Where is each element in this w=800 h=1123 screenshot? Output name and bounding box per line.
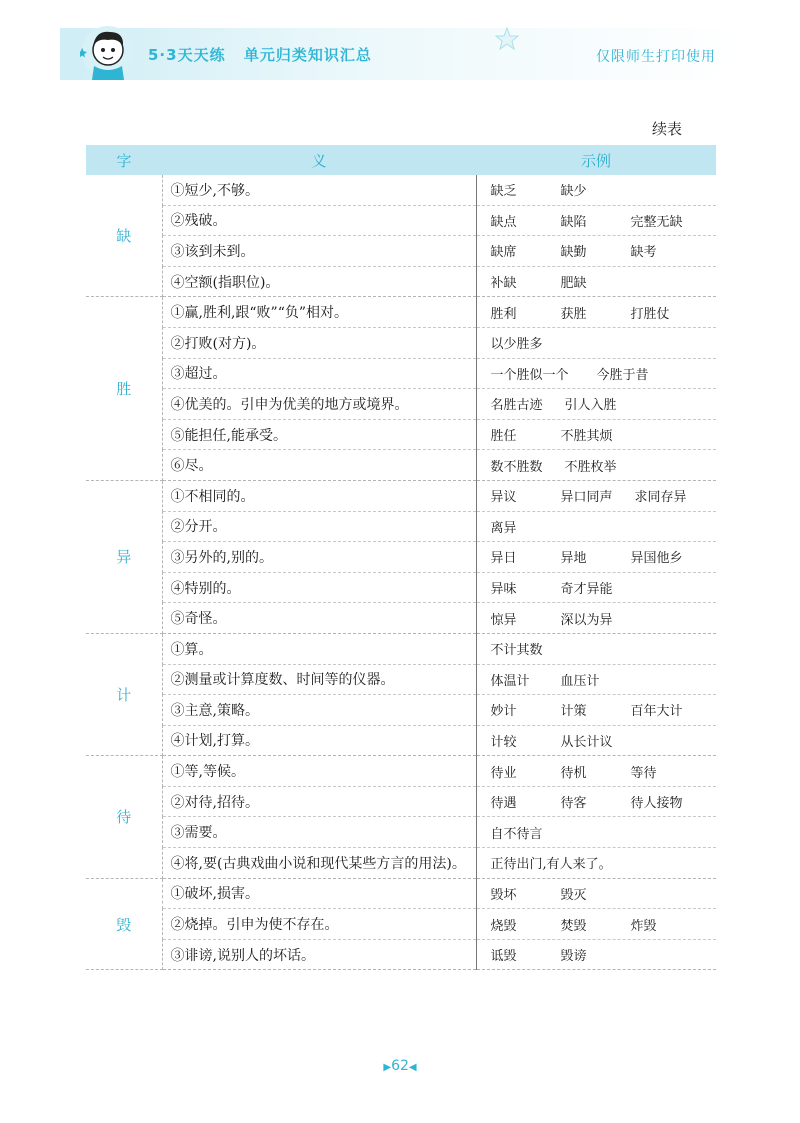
- word-meaning-table: [86, 145, 716, 970]
- example-word: 百年大计: [630, 704, 683, 720]
- table-row: [86, 205, 716, 236]
- example-word: 求同存异: [634, 490, 687, 506]
- table-row: [86, 633, 716, 664]
- table-row: [86, 664, 716, 695]
- table-header-row: [86, 145, 716, 175]
- example-word: 计策: [560, 704, 587, 720]
- example-word: 肥缺: [560, 276, 587, 292]
- example-word: 名胜古迹: [490, 398, 543, 414]
- example-word: 从长计议: [560, 734, 613, 750]
- examples-cell: [476, 358, 716, 389]
- table-row: [86, 909, 716, 940]
- meaning-cell: ②烧掉。引申为使不存在。: [162, 909, 476, 940]
- table-row: [86, 450, 716, 481]
- example-word: 打胜仗: [630, 306, 670, 322]
- table-row: [86, 939, 716, 970]
- example-word: 焚毁: [560, 918, 587, 934]
- example-word: 数不胜数: [490, 459, 543, 475]
- example-word: 奇才异能: [560, 582, 613, 598]
- table-body: [86, 175, 716, 970]
- example-word: 离异: [490, 520, 517, 536]
- meaning-cell: ③超过。: [162, 358, 476, 389]
- table-row: [86, 327, 716, 358]
- example-word: 缺席: [490, 245, 517, 261]
- meaning-cell: ④特别的。: [162, 572, 476, 603]
- meaning-cell: ⑤能担任,能承受。: [162, 419, 476, 450]
- char-cell: 缺: [86, 175, 162, 297]
- example-word: 计较: [490, 734, 517, 750]
- column-header-examples: 示例: [476, 145, 716, 175]
- example-word: 引人入胜: [564, 398, 617, 414]
- example-word: 待遇: [490, 796, 517, 812]
- example-word: 异日: [490, 551, 517, 567]
- example-word: 胜利: [490, 306, 517, 322]
- examples-cell: [476, 297, 716, 328]
- examples-cell: [476, 725, 716, 756]
- meaning-cell: ⑥尽。: [162, 450, 476, 481]
- example-word: 缺乏: [490, 184, 517, 200]
- meaning-cell: ③需要。: [162, 817, 476, 848]
- page-number: [0, 1058, 800, 1074]
- column-header-meaning: 义: [162, 145, 476, 175]
- example-word: 异味: [490, 582, 517, 598]
- series-name: 5·3天天练: [148, 46, 226, 64]
- page-arrow-right-icon: ◀: [408, 1062, 417, 1073]
- table-row: [86, 236, 716, 267]
- usage-note: 仅限师生打印使用: [596, 49, 716, 65]
- column-header-char: 字: [86, 145, 162, 175]
- continued-label: 续表: [651, 120, 682, 138]
- examples-cell: [476, 603, 716, 634]
- example-word: 不胜枚举: [564, 459, 617, 475]
- example-word: 正待出门,有人来了。: [490, 857, 612, 873]
- example-word: 自不待言: [490, 826, 543, 842]
- example-word: 异口同声: [560, 490, 613, 506]
- char-cell: 待: [86, 756, 162, 878]
- table-row: [86, 266, 716, 297]
- example-word: 诋毁: [490, 949, 517, 965]
- example-word: 今胜于昔: [596, 367, 649, 383]
- examples-cell: [476, 695, 716, 726]
- table-row: [86, 572, 716, 603]
- table-row: [86, 297, 716, 328]
- examples-cell: [476, 236, 716, 267]
- examples-cell: [476, 572, 716, 603]
- page-arrow-left-icon: ▶: [383, 1062, 392, 1073]
- table-row: [86, 695, 716, 726]
- meaning-cell: ③另外的,别的。: [162, 542, 476, 573]
- example-word: 待人接物: [630, 796, 683, 812]
- table-row: [86, 419, 716, 450]
- page-header: [0, 0, 800, 100]
- examples-cell: [476, 756, 716, 787]
- example-word: 异地: [560, 551, 587, 567]
- example-word: 炸毁: [630, 918, 657, 934]
- meaning-cell: ③诽谤,说别人的坏话。: [162, 939, 476, 970]
- examples-cell: [476, 848, 716, 879]
- example-word: 血压计: [560, 673, 600, 689]
- char-cell: 异: [86, 480, 162, 633]
- examples-cell: [476, 175, 716, 205]
- examples-cell: [476, 480, 716, 511]
- example-word: 补缺: [490, 276, 517, 292]
- table-row: [86, 725, 716, 756]
- meaning-cell: ⑤奇怪。: [162, 603, 476, 634]
- examples-cell: [476, 817, 716, 848]
- table-row: [86, 511, 716, 542]
- example-word: 以少胜多: [490, 337, 543, 353]
- examples-cell: [476, 450, 716, 481]
- meaning-cell: ①不相同的。: [162, 480, 476, 511]
- meaning-cell: ②分开。: [162, 511, 476, 542]
- series-title: [148, 44, 372, 65]
- meaning-cell: ①算。: [162, 633, 476, 664]
- meaning-cell: ①等,等候。: [162, 756, 476, 787]
- example-word: 获胜: [560, 306, 587, 322]
- table-row: [86, 817, 716, 848]
- examples-cell: [476, 327, 716, 358]
- char-cell: 胜: [86, 297, 162, 481]
- table-row: [86, 542, 716, 573]
- meaning-cell: ①赢,胜利,跟“败”“负”相对。: [162, 297, 476, 328]
- meaning-cell: ②对待,招待。: [162, 786, 476, 817]
- meaning-cell: ①短少,不够。: [162, 175, 476, 205]
- meaning-cell: ②残破。: [162, 205, 476, 236]
- example-word: 不胜其烦: [560, 429, 613, 445]
- example-word: 体温计: [490, 673, 530, 689]
- example-word: 等待: [630, 765, 657, 781]
- example-word: 完整无缺: [630, 214, 683, 230]
- example-word: 毁谤: [560, 949, 587, 965]
- examples-cell: [476, 205, 716, 236]
- meaning-cell: ③主意,策略。: [162, 695, 476, 726]
- mascot-icon: [80, 22, 140, 84]
- meaning-cell: ②打败(对方)。: [162, 327, 476, 358]
- table-row: [86, 786, 716, 817]
- examples-cell: [476, 664, 716, 695]
- table-row: [86, 848, 716, 879]
- meaning-cell: ④优美的。引申为优美的地方或境界。: [162, 389, 476, 420]
- meaning-cell: ③该到未到。: [162, 236, 476, 267]
- examples-cell: [476, 939, 716, 970]
- char-cell: 毁: [86, 878, 162, 970]
- examples-cell: [476, 633, 716, 664]
- page-number-value: 62: [391, 1058, 409, 1074]
- example-word: 异议: [490, 490, 517, 506]
- table-row: [86, 389, 716, 420]
- meaning-cell: ④计划,打算。: [162, 725, 476, 756]
- example-word: 不计其数: [490, 643, 543, 659]
- example-word: 胜任: [490, 429, 517, 445]
- example-word: 待业: [490, 765, 517, 781]
- example-word: 缺少: [560, 184, 587, 200]
- examples-cell: [476, 266, 716, 297]
- example-word: 待客: [560, 796, 587, 812]
- examples-cell: [476, 878, 716, 909]
- example-word: 缺陷: [560, 214, 587, 230]
- table-row: [86, 480, 716, 511]
- example-word: 异国他乡: [630, 551, 683, 567]
- example-word: 惊异: [490, 612, 517, 628]
- examples-cell: [476, 786, 716, 817]
- example-word: 毁灭: [560, 887, 587, 903]
- examples-cell: [476, 909, 716, 940]
- example-word: 深以为异: [560, 612, 613, 628]
- example-word: 缺勤: [560, 245, 587, 261]
- example-word: 待机: [560, 765, 587, 781]
- table-row: [86, 175, 716, 205]
- meaning-cell: ④将,要(古典戏曲小说和现代某些方言的用法)。: [162, 848, 476, 879]
- examples-cell: [476, 542, 716, 573]
- examples-cell: [476, 419, 716, 450]
- table-row: [86, 756, 716, 787]
- examples-cell: [476, 389, 716, 420]
- examples-cell: [476, 511, 716, 542]
- meaning-cell: ②测量或计算度数、时间等的仪器。: [162, 664, 476, 695]
- unit-name: 单元归类知识汇总: [243, 46, 372, 64]
- example-word: 毁坏: [490, 887, 517, 903]
- meaning-cell: ④空额(指职位)。: [162, 266, 476, 297]
- example-word: 妙计: [490, 704, 517, 720]
- meaning-cell: ①破坏,损害。: [162, 878, 476, 909]
- example-word: 缺考: [630, 245, 657, 261]
- table-row: [86, 878, 716, 909]
- table-row: [86, 358, 716, 389]
- star-icon: [494, 26, 520, 52]
- table-row: [86, 603, 716, 634]
- example-word: 烧毁: [490, 918, 517, 934]
- example-word: 缺点: [490, 214, 517, 230]
- example-word: 一个胜似一个: [490, 367, 569, 383]
- char-cell: 计: [86, 633, 162, 755]
